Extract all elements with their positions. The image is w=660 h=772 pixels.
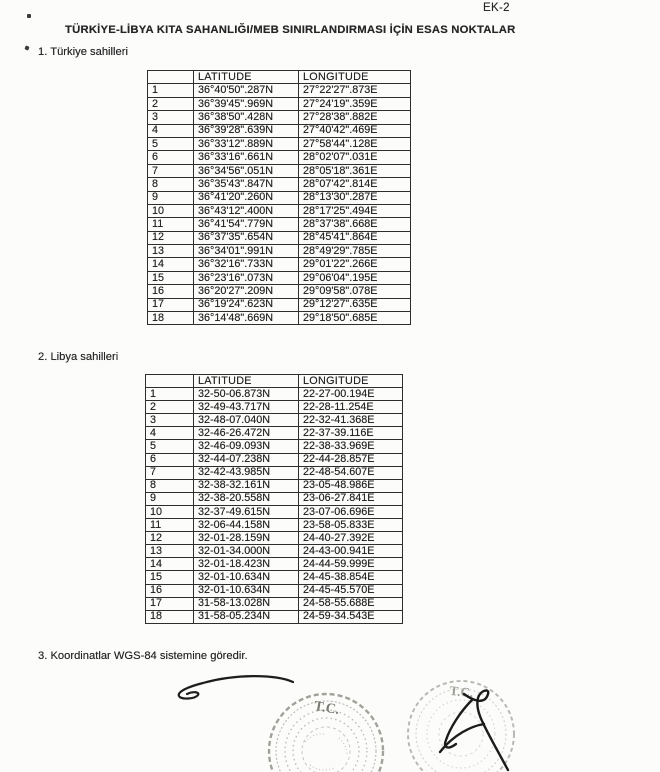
table-row [148, 204, 411, 217]
table-cell: 36°38'50".428N [194, 111, 299, 124]
table-cell: 17 [146, 597, 194, 610]
table-cell: 18 [146, 610, 194, 623]
table-cell: 32-48-07.040N [194, 414, 299, 427]
table-cell: 22-32-41.368E [299, 414, 403, 427]
column-header [148, 71, 194, 84]
table-cell: 24-45-45.570E [299, 584, 403, 597]
table-cell: 27°28'38".882E [299, 111, 411, 124]
table-row [148, 151, 411, 164]
table-cell: 22-48-54.607E [299, 466, 403, 479]
table-cell: 36°19'24".623N [194, 298, 299, 311]
table-cell: 27°22'27".873E [299, 84, 411, 97]
handwritten-signature [420, 682, 530, 772]
table-cell: 36°39'45".969N [194, 97, 299, 110]
column-header: LATITUDE [194, 71, 299, 84]
table-cell: 36°32'16".733N [194, 258, 299, 271]
table-cell: 28°45'41".864E [299, 231, 411, 244]
table-cell: 16 [146, 584, 194, 597]
table-cell: 32-50-06.873N [194, 388, 299, 401]
table-cell: 3 [146, 414, 194, 427]
table-cell: 32-46-09.093N [194, 440, 299, 453]
table-row [146, 545, 403, 558]
table-cell: 8 [148, 178, 194, 191]
table-row [146, 532, 403, 545]
table-cell: 28°17'25".494E [299, 204, 411, 217]
table-row [146, 505, 403, 518]
table-cell: 23-07-06.696E [299, 505, 403, 518]
table-cell: 32-01-28.159N [194, 532, 299, 545]
table-cell: 6 [148, 151, 194, 164]
table-row [146, 388, 403, 401]
table-cell: 22-37-39.116E [299, 427, 403, 440]
table-cell: 23-58-05.833E [299, 519, 403, 532]
table-cell: 36°33'16".661N [194, 151, 299, 164]
table-row [148, 111, 411, 124]
turkiye-coordinates-table [147, 70, 411, 325]
table-cell: 28°02'07".031E [299, 151, 411, 164]
table-cell: 36°33'12".889N [194, 137, 299, 150]
table-cell: 28°05'18".361E [299, 164, 411, 177]
table-cell: 36°14'48".669N [194, 312, 299, 325]
table-row [148, 84, 411, 97]
table-cell: 32-01-34.000N [194, 545, 299, 558]
table-cell: 6 [146, 453, 194, 466]
table-row [148, 258, 411, 271]
table-cell: 36°23'16".073N [194, 271, 299, 284]
table-cell: 24-44-59.999E [299, 558, 403, 571]
table-cell: 32-46-26.472N [194, 427, 299, 440]
table-cell: 36°34'01".991N [194, 245, 299, 258]
table-row [146, 597, 403, 610]
table-cell: 32-49-43.717N [194, 401, 299, 414]
table-cell: 32-01-10.634N [194, 584, 299, 597]
stamp-tc-text: T.C. [312, 699, 341, 718]
table-cell: 36°37'35".654N [194, 231, 299, 244]
table-cell: 36°41'20".260N [194, 191, 299, 204]
table-cell: 2 [148, 97, 194, 110]
table-row [146, 427, 403, 440]
table-cell: 2 [146, 401, 194, 414]
table-row [148, 218, 411, 231]
table-cell: 17 [148, 298, 194, 311]
table-cell: 29°09'58".078E [299, 285, 411, 298]
table-cell: 11 [146, 519, 194, 532]
table-cell: 27°40'42".469E [299, 124, 411, 137]
table-row [146, 453, 403, 466]
table-row [148, 191, 411, 204]
table-cell: 31-58-13.028N [194, 597, 299, 610]
table-cell: 32-38-32.161N [194, 479, 299, 492]
table-cell: 16 [148, 285, 194, 298]
table-cell: 14 [148, 258, 194, 271]
table-row [148, 312, 411, 325]
bullet-mark-icon [24, 45, 29, 50]
table-cell: 3 [148, 111, 194, 124]
table-row [148, 164, 411, 177]
column-header: LONGITUDE [299, 375, 403, 388]
table-cell: 36°43'12".400N [194, 204, 299, 217]
table-cell: 29°01'22".266E [299, 258, 411, 271]
official-round-stamp [265, 690, 387, 772]
table-row [146, 492, 403, 505]
table-cell: 22-27-00.194E [299, 388, 403, 401]
header-row [146, 375, 403, 388]
table-row [148, 178, 411, 191]
table-row [146, 466, 403, 479]
table-row [146, 414, 403, 427]
section-heading-libya-sahilleri: 2. Libya sahilleri [38, 351, 119, 363]
table-row [148, 298, 411, 311]
table-cell: 32-44-07.238N [194, 453, 299, 466]
table-cell: 22-38-33.969E [299, 440, 403, 453]
table-row [146, 571, 403, 584]
table-cell: 24-58-55.688E [299, 597, 403, 610]
table-cell: 32-01-18.423N [194, 558, 299, 571]
table-cell: 36°34'56".051N [194, 164, 299, 177]
table-cell: 12 [148, 231, 194, 244]
table-row [148, 137, 411, 150]
table-row [148, 97, 411, 110]
table-row [148, 271, 411, 284]
table-cell: 9 [146, 492, 194, 505]
table-cell: 24-43-00.941E [299, 545, 403, 558]
table-cell: 32-01-10.634N [194, 571, 299, 584]
note-wgs84: 3. Koordinatlar WGS-84 sistemine göredir. [38, 650, 248, 662]
table-row [148, 124, 411, 137]
table-cell: 4 [146, 427, 194, 440]
table-cell: 36°39'28".639N [194, 124, 299, 137]
table-cell: 22-28-11.254E [299, 401, 403, 414]
table-cell: 8 [146, 479, 194, 492]
table-row [146, 401, 403, 414]
table-row [146, 440, 403, 453]
table-cell: 1 [148, 84, 194, 97]
table-cell: 32-38-20.558N [194, 492, 299, 505]
table-cell: 28°13'30".287E [299, 191, 411, 204]
table-cell: 29°06'04".195E [299, 271, 411, 284]
stamp-tc-text: T.C. [448, 682, 474, 701]
bullet-mark-icon [27, 14, 31, 18]
table-cell: 7 [148, 164, 194, 177]
table-row [148, 245, 411, 258]
header-row [148, 71, 411, 84]
table-cell: 29°12'27".635E [299, 298, 411, 311]
table-cell: 36°40'50".287N [194, 84, 299, 97]
table-row [148, 285, 411, 298]
table-cell: 28°37'38".668E [299, 218, 411, 231]
table-cell: 29°18'50".685E [299, 312, 411, 325]
table-cell: 27°58'44".128E [299, 137, 411, 150]
table-row [146, 519, 403, 532]
column-header: LONGITUDE [299, 71, 411, 84]
table-cell: 10 [146, 505, 194, 518]
table-cell: 5 [148, 137, 194, 150]
table-cell: 27°24'19".359E [299, 97, 411, 110]
table-cell: 14 [146, 558, 194, 571]
column-header: LATITUDE [194, 375, 299, 388]
table-cell: 23-06-27.841E [299, 492, 403, 505]
table-cell: 12 [146, 532, 194, 545]
table-row [148, 231, 411, 244]
table-cell: 32-37-49.615N [194, 505, 299, 518]
table-cell: 15 [148, 271, 194, 284]
annex-label: EK-2 [483, 2, 510, 14]
table-cell: 32-06-44.158N [194, 519, 299, 532]
table-cell: 4 [148, 124, 194, 137]
table-cell: 31-58-05.234N [194, 610, 299, 623]
table-row [146, 558, 403, 571]
table-cell: 13 [148, 245, 194, 258]
table-cell: 24-40-27.392E [299, 532, 403, 545]
table-cell: 5 [146, 440, 194, 453]
table-cell: 23-05-48.986E [299, 479, 403, 492]
table-cell: 24-59-34.543E [299, 610, 403, 623]
table-cell: 36°35'43".847N [194, 178, 299, 191]
table-cell: 28°07'42".814E [299, 178, 411, 191]
table-cell: 24-45-38.854E [299, 571, 403, 584]
table-cell: 36°20'27".209N [194, 285, 299, 298]
column-header [146, 375, 194, 388]
table-cell: 18 [148, 312, 194, 325]
table-row [146, 479, 403, 492]
table-cell: 10 [148, 204, 194, 217]
table-cell: 36°41'54".779N [194, 218, 299, 231]
table-cell: 28°49'29".785E [299, 245, 411, 258]
document-title: TÜRKİYE-LİBYA KITA SAHANLIĞI/MEB SINIRLANDIRMASI İÇİN ESAS NOKTALAR [65, 24, 516, 36]
libya-coordinates-table [145, 374, 403, 624]
table-cell: 15 [146, 571, 194, 584]
table-cell: 11 [148, 218, 194, 231]
table-cell: 13 [146, 545, 194, 558]
table-cell: 9 [148, 191, 194, 204]
table-cell: 22-44-28.857E [299, 453, 403, 466]
table-cell: 1 [146, 388, 194, 401]
section-heading-turkiye-sahilleri: 1. Türkiye sahilleri [38, 46, 128, 58]
table-row [146, 610, 403, 623]
table-cell: 32-42-43.985N [194, 466, 299, 479]
table-row [146, 584, 403, 597]
table-cell: 7 [146, 466, 194, 479]
